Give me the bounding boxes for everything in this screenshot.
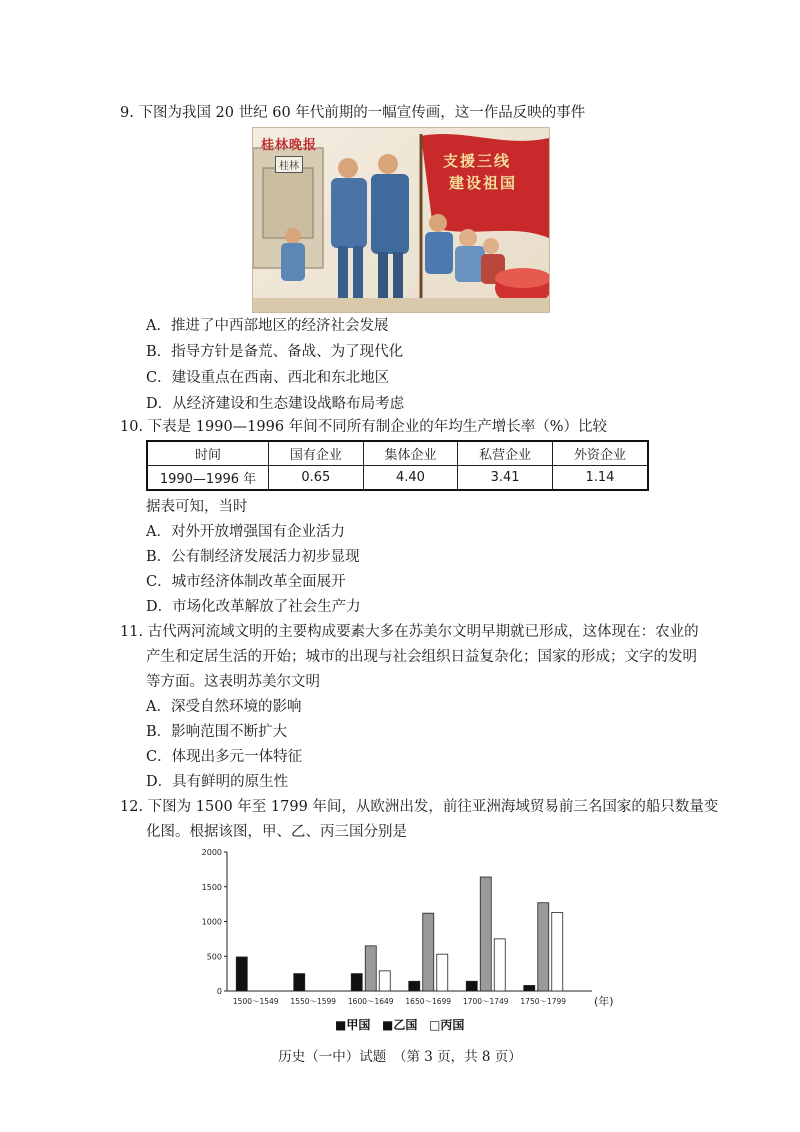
x-tick-label: 1500～1549 — [232, 997, 279, 1006]
legend-entry-丙国: □丙国 — [429, 1018, 465, 1032]
page-footer: 历史（一中）试题 （第 3 页，共 8 页） — [278, 1049, 522, 1065]
table-row — [147, 466, 648, 491]
q10-stem-text: 下表是 1990—1996 年间不同所有制企业的年均生产增长率（%）比较 — [147, 419, 607, 435]
poster-masthead: 桂林晚报 — [261, 138, 318, 153]
bar-丙国 — [552, 912, 563, 991]
q11-stem-line3: 等方面。这表明苏美尔文明 — [146, 674, 320, 690]
table-header-cell: 私营企业 — [458, 441, 553, 466]
table-header-cell: 集体企业 — [363, 441, 458, 466]
q11-option-b[interactable]: B．影响范围不断扩大 — [146, 724, 288, 740]
bar-乙国 — [365, 946, 376, 991]
bar-乙国 — [423, 913, 434, 991]
q11-option-c[interactable]: C．体现出多元一体特征 — [146, 749, 303, 765]
poster-sign: 桂林 — [275, 156, 303, 173]
q10-stem — [120, 417, 607, 437]
table-cell: 1990—1996 年 — [147, 466, 269, 491]
x-axis-label: (年) — [594, 995, 614, 1008]
bar-甲国 — [294, 974, 305, 991]
legend-entry-乙国: ■乙国 — [382, 1018, 418, 1032]
ship-count-chart-svg — [195, 846, 615, 1041]
q9-number: 9. — [120, 105, 134, 121]
q11-stem-text: 古代两河流域文明的主要构成要素大多在苏美尔文明早期就已形成，这体现在：农业的 — [147, 624, 699, 640]
q9-stem-text: 下图为我国 20 世纪 60 年代前期的一幅宣传画，这一作品反映的事件 — [138, 105, 586, 121]
x-tick-label: 1600～1649 — [347, 997, 394, 1006]
q11-option-d[interactable]: D．具有鲜明的原生性 — [146, 774, 289, 790]
table-cell: 1.14 — [552, 466, 648, 491]
q9-stem — [120, 103, 585, 123]
bar-乙国 — [538, 903, 549, 991]
ship-count-chart — [195, 846, 615, 1041]
q10-number: 10. — [120, 419, 144, 435]
q11-number: 11. — [120, 624, 144, 640]
q11-stem-line1 — [120, 622, 699, 642]
q10-option-b[interactable]: B．公有制经济发展活力初步显现 — [146, 549, 360, 565]
bar-甲国 — [524, 985, 535, 991]
q9-option-b[interactable]: B．指导方针是备荒、备战、为了现代化 — [146, 344, 404, 360]
y-tick-label: 500 — [206, 952, 222, 962]
bar-丙国 — [437, 954, 448, 991]
bar-丙国 — [379, 971, 390, 991]
q12-stem-text: 下图为 1500 年至 1799 年间，从欧洲出发，前往亚洲海域贸易前三名国家的船只数量变 — [147, 799, 719, 815]
q9-option-a[interactable]: A．推进了中西部地区的经济社会发展 — [146, 318, 389, 334]
q11-option-a[interactable]: A．深受自然环境的影响 — [146, 699, 302, 715]
x-tick-label: 1650～1699 — [405, 997, 452, 1006]
bar-甲国 — [409, 981, 420, 991]
bar-甲国 — [466, 981, 477, 991]
bar-丙国 — [494, 939, 505, 991]
poster-flag-line1: 支援三线 — [443, 152, 512, 170]
x-tick-label: 1550～1599 — [290, 997, 337, 1006]
x-tick-label: 1750～1799 — [520, 997, 567, 1006]
q9-option-d[interactable]: D．从经济建设和生态建设战略布局考虑 — [146, 396, 405, 412]
legend-entry-甲国: ■甲国 — [335, 1018, 371, 1032]
x-tick-label: 1700～1749 — [462, 997, 509, 1006]
q9-option-c[interactable]: C．建设重点在西南、西北和东北地区 — [146, 370, 390, 386]
table-header-cell: 时间 — [147, 441, 269, 466]
y-tick-label: 1500 — [201, 882, 222, 892]
q10-option-c[interactable]: C．城市经济体制改革全面展开 — [146, 574, 346, 590]
y-tick-label: 2000 — [201, 848, 222, 857]
poster-flag-line2: 建设祖国 — [449, 174, 518, 192]
q10-option-a[interactable]: A．对外开放增强国有企业活力 — [146, 524, 345, 540]
y-tick-label: 1000 — [201, 917, 222, 927]
table-cell: 3.41 — [458, 466, 553, 491]
bar-甲国 — [351, 974, 362, 991]
q10-after-table: 据表可知，当时 — [146, 499, 248, 515]
propaganda-poster-image — [252, 127, 550, 313]
q12-number: 12. — [120, 799, 144, 815]
table-header-cell: 国有企业 — [269, 441, 364, 466]
bar-乙国 — [480, 877, 491, 991]
q12-stem-line2: 化图。根据该图，甲、乙、丙三国分别是 — [146, 824, 407, 840]
y-tick-label: 0 — [216, 987, 222, 996]
table-header-row — [147, 441, 648, 466]
table-cell: 0.65 — [269, 466, 364, 491]
q12-stem-line1 — [120, 797, 718, 817]
table-cell: 4.40 — [363, 466, 458, 491]
q10-option-d[interactable]: D．市场化改革解放了社会生产力 — [146, 599, 361, 615]
q10-growth-table — [146, 440, 649, 491]
q11-stem-line2: 产生和定居生活的开始；城市的出现与社会组织日益复杂化；国家的形成；文字的发明 — [146, 649, 697, 665]
table-header-cell: 外资企业 — [552, 441, 648, 466]
bar-甲国 — [236, 957, 247, 991]
